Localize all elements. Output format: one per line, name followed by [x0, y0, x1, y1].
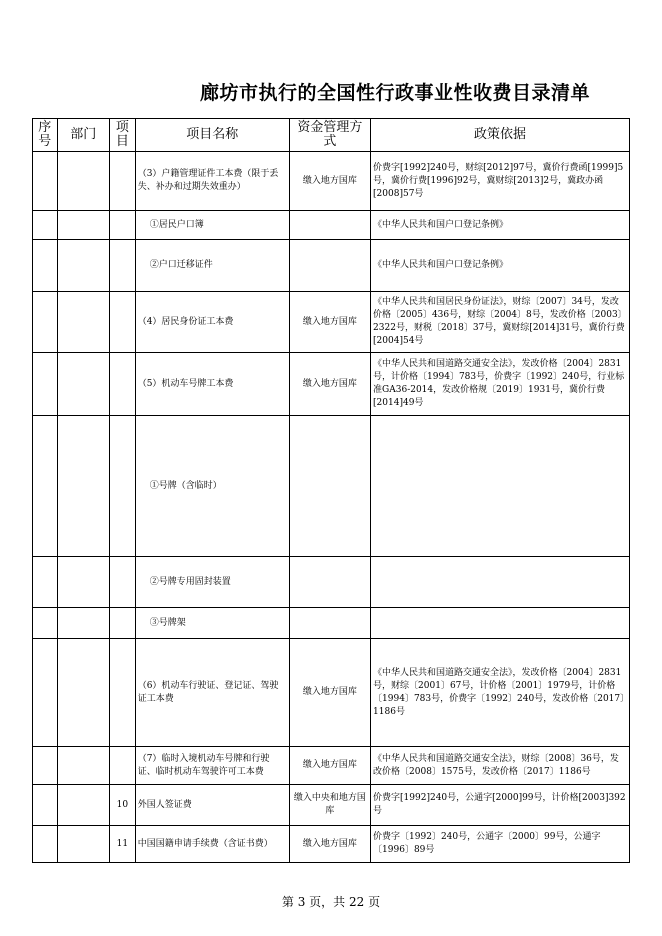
cell-no [33, 747, 58, 785]
page-number: 第 3 页，共 22 页 [281, 895, 381, 909]
cell-policy: 价费字[1992]240号，财综[2012]97号，冀价行费函[1999]5号，冀价行费[1996]92号，冀财综[2013]2号，冀政办函[2008]57号 [371, 152, 630, 211]
table-row [33, 557, 630, 608]
table-row [33, 416, 630, 557]
cell-fund: 缴入地方国库 [289, 292, 370, 353]
header-no: 序号 [33, 119, 58, 152]
cell-dept [57, 557, 109, 608]
cell-item [110, 608, 136, 639]
table-row [33, 826, 630, 863]
cell-fund [289, 211, 370, 240]
cell-item [110, 639, 136, 747]
table-row [33, 747, 630, 785]
cell-policy [371, 557, 630, 608]
table-header-row [33, 119, 630, 152]
cell-dept [57, 639, 109, 747]
cell-no [33, 557, 58, 608]
cell-no [33, 826, 58, 863]
cell-fund: 缴入中央和地方国库 [289, 785, 370, 826]
cell-dept [57, 353, 109, 416]
cell-no [33, 152, 58, 211]
table-row [33, 292, 630, 353]
cell-fund: 缴入地方国库 [289, 747, 370, 785]
cell-item [110, 240, 136, 292]
cell-item [110, 211, 136, 240]
table-row [33, 639, 630, 747]
cell-dept [57, 416, 109, 557]
cell-name: ③号牌架 [135, 608, 289, 639]
header-dept: 部门 [57, 119, 109, 152]
cell-fund [289, 608, 370, 639]
cell-item [110, 152, 136, 211]
table-row [33, 240, 630, 292]
cell-item [110, 747, 136, 785]
cell-item [110, 353, 136, 416]
cell-name: （4）居民身份证工本费 [135, 292, 289, 353]
cell-dept [57, 785, 109, 826]
header-fund: 资金管理方式 [289, 119, 370, 152]
cell-name: 外国人签证费 [135, 785, 289, 826]
cell-policy [371, 416, 630, 557]
cell-name: （7）临时入境机动车号牌和行驶证、临时机动车驾驶许可工本费 [135, 747, 289, 785]
cell-item [110, 557, 136, 608]
fee-table [32, 118, 630, 863]
cell-policy: 《中华人民共和国居民身份证法》，财综〔2007〕34号，发改价格〔2005〕436号，财综〔2004〕8号，发改价格〔2003〕2322号，财税〔2018〕37号，冀财综[2014]31号，冀价行费[2004]54号 [371, 292, 630, 353]
cell-item [110, 292, 136, 353]
header-item: 项目 [110, 119, 136, 152]
cell-name: ②号牌专用固封装置 [135, 557, 289, 608]
cell-no [33, 416, 58, 557]
cell-fund [289, 416, 370, 557]
cell-no [33, 292, 58, 353]
cell-policy: 《中华人民共和国道路交通安全法》，财综〔2008〕36号，发改价格〔2008〕1575号，发改价格〔2017〕1186号 [371, 747, 630, 785]
header-policy: 政策依据 [371, 119, 630, 152]
cell-policy: 《中华人民共和国户口登记条例》 [371, 240, 630, 292]
cell-name: ②户口迁移证件 [135, 240, 289, 292]
cell-dept [57, 826, 109, 863]
table-row [33, 211, 630, 240]
cell-no [33, 211, 58, 240]
cell-name: （3）户籍管理证件工本费（限于丢失、补办和过期失效重办） [135, 152, 289, 211]
table-row [33, 152, 630, 211]
cell-no [33, 240, 58, 292]
cell-no [33, 353, 58, 416]
cell-no [33, 639, 58, 747]
cell-item: 11 [110, 826, 136, 863]
cell-dept [57, 152, 109, 211]
cell-policy: 《中华人民共和国道路交通安全法》，发改价格〔2004〕2831号，计价格〔1994〕783号，价费字〔1992〕240号，行业标准GA36-2014，发改价格规〔2019〕1931号，冀价行费[2014]49号 [371, 353, 630, 416]
cell-policy: 《中华人民共和国户口登记条例》 [371, 211, 630, 240]
cell-name: ①居民户口簿 [135, 211, 289, 240]
cell-dept [57, 240, 109, 292]
cell-dept [57, 747, 109, 785]
table-row [33, 608, 630, 639]
cell-fund: 缴入地方国库 [289, 639, 370, 747]
table-row [33, 353, 630, 416]
cell-fund: 缴入地方国库 [289, 353, 370, 416]
cell-dept [57, 211, 109, 240]
cell-name: （5）机动车号牌工本费 [135, 353, 289, 416]
cell-no [33, 608, 58, 639]
cell-policy: 价费字〔1992〕240号，公通字〔2000〕99号，公通字〔1996〕89号 [371, 826, 630, 863]
cell-item [110, 416, 136, 557]
cell-fund [289, 557, 370, 608]
cell-policy: 价费字[1992]240号，公通字[2000]99号，计价格[2003]392号 [371, 785, 630, 826]
cell-fund: 缴入地方国库 [289, 826, 370, 863]
cell-dept [57, 608, 109, 639]
header-name: 项目名称 [135, 119, 289, 152]
cell-no [33, 785, 58, 826]
page-title: 廊坊市执行的全国性行政事业性收费目录清单 [200, 82, 591, 104]
cell-policy [371, 608, 630, 639]
cell-name: ①号牌（含临时） [135, 416, 289, 557]
cell-name: （6）机动车行驶证、登记证、驾驶证工本费 [135, 639, 289, 747]
cell-policy: 《中华人民共和国道路交通安全法》，发改价格〔2004〕2831号，财综〔2001〕67号，计价格〔2001〕1979号，计价格〔1994〕783号，价费字〔1992〕240号，发改价格〔2017〕1186号 [371, 639, 630, 747]
cell-name: 中国国籍申请手续费（含证书费） [135, 826, 289, 863]
cell-fund [289, 240, 370, 292]
cell-dept [57, 292, 109, 353]
cell-item: 10 [110, 785, 136, 826]
cell-fund: 缴入地方国库 [289, 152, 370, 211]
table-row [33, 785, 630, 826]
